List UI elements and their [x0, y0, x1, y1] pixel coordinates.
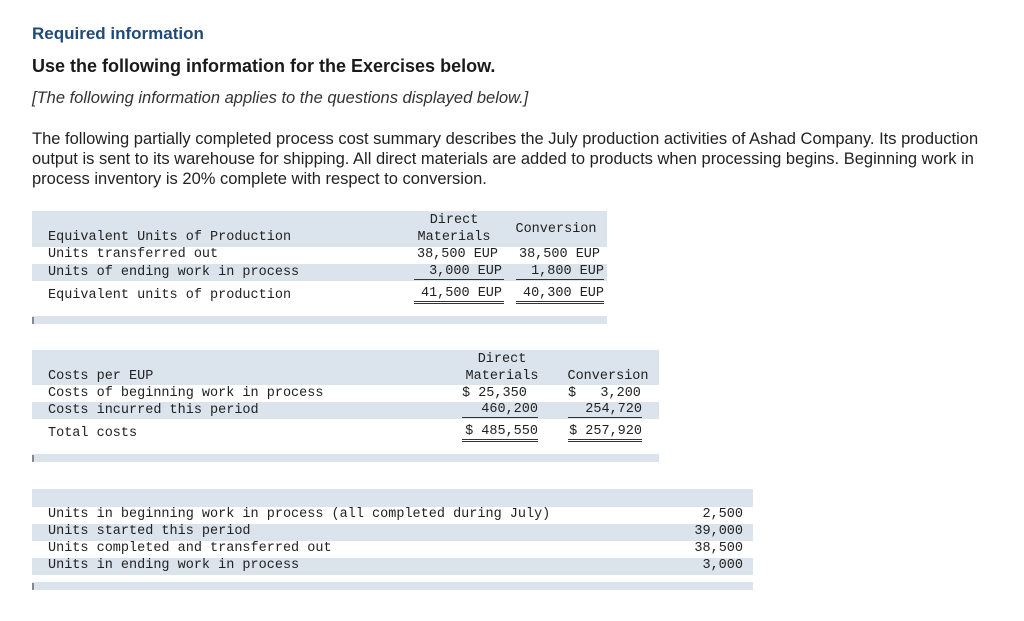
conversion-total: $ 257,920	[568, 424, 642, 442]
conversion-value: 38,500 EUP	[518, 247, 600, 262]
row-label: Units completed and transferred out	[48, 541, 332, 556]
costs-per-eup-table	[32, 350, 659, 462]
direct-materials-value: 460,200	[462, 402, 538, 418]
units-value: 39,000	[694, 524, 743, 539]
table-title: Costs per EUP	[48, 369, 154, 384]
direct-materials-header-line2: Materials	[417, 230, 491, 245]
conversion-header: Conversion	[567, 369, 649, 384]
conversion-total: 40,300 EUP	[516, 286, 604, 304]
units-value: 3,000	[702, 558, 743, 573]
row-label: Total costs	[48, 426, 138, 441]
units-value: 2,500	[702, 507, 743, 522]
direct-materials-value: 3,000 EUP	[414, 264, 504, 280]
exercise-instruction: Use the following information for the Exercises below.	[32, 56, 496, 76]
direct-materials-total: 41,500 EUP	[414, 286, 504, 304]
direct-materials-header-line1: Direct	[477, 352, 527, 367]
problem-description: The following partially completed process cost summary describes the July production activities of Ashad Company. Its production output is sent to its warehouse for shipping. All direct materials are added to products when processing begins. Beginning work in process inventory is 20% complete with respect to conversion.	[32, 130, 979, 188]
units-value: 38,500	[694, 541, 743, 556]
required-information-heading: Required information	[32, 24, 204, 43]
direct-materials-value: $ 25,350	[462, 386, 527, 401]
direct-materials-total: $ 485,550	[462, 424, 538, 442]
units-table	[32, 489, 753, 590]
conversion-value: $ 3,200	[568, 386, 641, 401]
direct-materials-header-line2: Materials	[465, 369, 539, 384]
row-label: Units started this period	[48, 524, 251, 539]
row-label: Units in beginning work in process (all completed during July)	[48, 507, 551, 522]
row-label: Units of ending work in process	[48, 265, 300, 280]
table-title: Equivalent Units of Production	[48, 230, 292, 245]
equivalent-units-table	[32, 211, 607, 324]
row-label: Costs of beginning work in process	[48, 386, 324, 401]
row-label: Units in ending work in process	[48, 558, 300, 573]
row-label: Costs incurred this period	[48, 403, 259, 418]
direct-materials-value: 38,500 EUP	[416, 247, 498, 262]
conversion-value: 1,800 EUP	[516, 264, 604, 280]
applies-note: [The following information applies to the questions displayed below.]	[32, 89, 529, 107]
row-label: Equivalent units of production	[48, 288, 292, 303]
conversion-header: Conversion	[515, 222, 597, 237]
direct-materials-header-line1: Direct	[429, 213, 479, 228]
row-label: Units transferred out	[48, 247, 219, 262]
conversion-value: 254,720	[568, 402, 642, 418]
